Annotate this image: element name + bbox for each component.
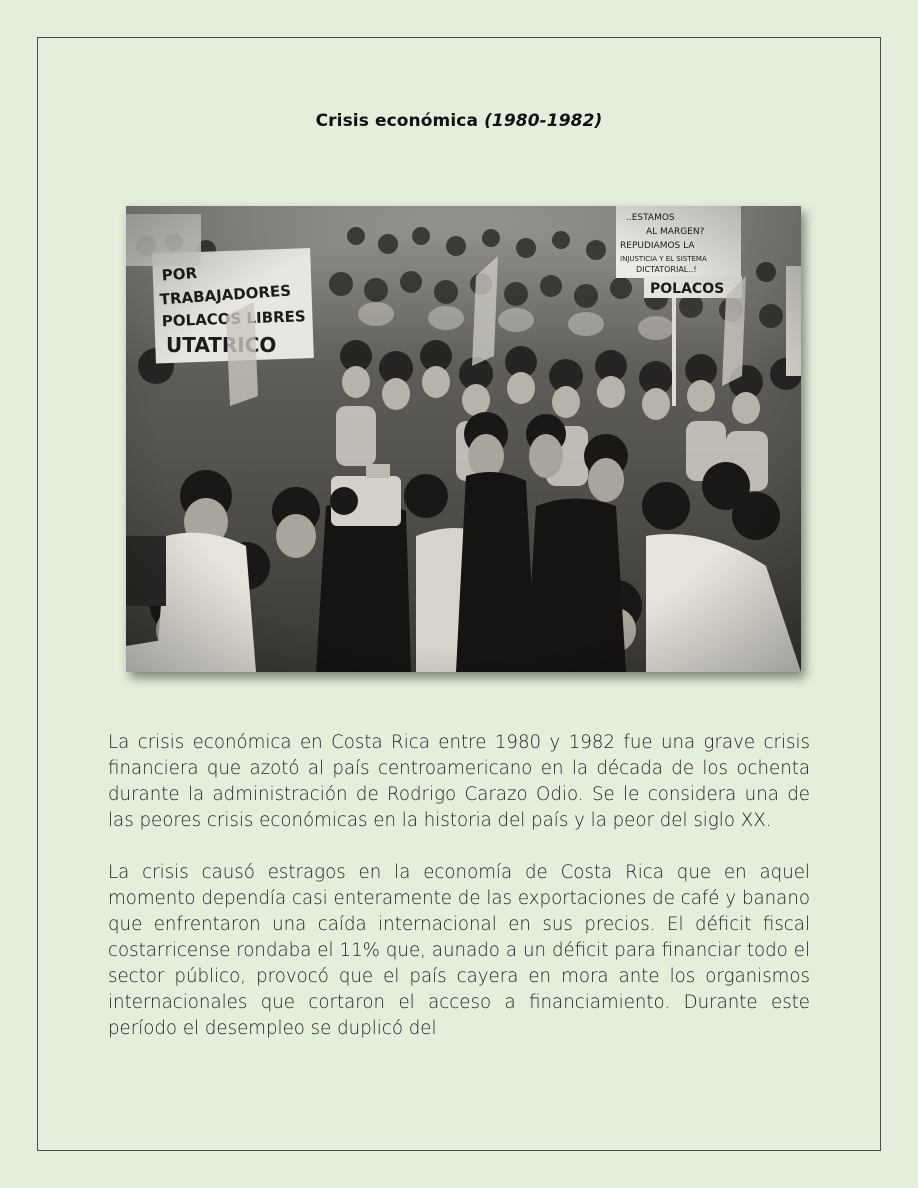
body-text — [108, 730, 810, 1068]
paragraph-1: La crisis económica en Costa Rica entre 1980 y 1982 fue una grave crisis financiera que azotó al país centroamericano en la década de los ochenta durante la administración de Rodrigo Carazo Odio. Se le considera una de las peores crisis económicas en la historia del país y la peor del siglo XX. — [108, 732, 810, 831]
paragraph-2: La crisis causó estragos en la economía de Costa Rica que en aquel momento dependía casi enteramente de las exportaciones de café y banano que enfrentaron una caída internacional en sus precios. El déficit fiscal costarricense rondaba el 11% que, aunado a un déficit para financiar todo el sector público, provocó que el país cayera en mora ante los organismos internacionales que cortaron el acceso a financiamiento. Durante este período el desempleo se duplicó del — [108, 862, 810, 1039]
title-text: Crisis económica — [315, 111, 479, 131]
title-years: (1980-1982) — [484, 111, 603, 131]
protest-photo-illustration — [126, 206, 801, 672]
protest-photo — [126, 206, 801, 672]
page-title — [0, 111, 918, 131]
